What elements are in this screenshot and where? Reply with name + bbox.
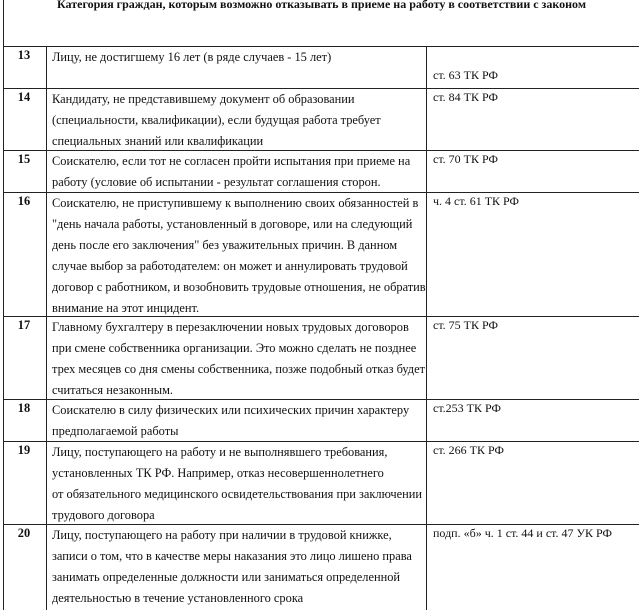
row-number: 13 bbox=[17, 48, 31, 62]
row-description-line: случае выбор за работодателем: он может и аннулировать трудовой bbox=[52, 259, 408, 273]
row-description-line: занимать определенные должности или заниматься определенной bbox=[52, 570, 401, 584]
row-description-line: Главному бухгалтеру в перезаключении новых трудовых договоров bbox=[52, 320, 409, 334]
table-header-title: Категория граждан, которым возможно отказывать в приеме на работу в соответствии с законом bbox=[57, 0, 586, 11]
row-description-line: Лицу, поступающего на работу и не выполнявшего требования, bbox=[52, 445, 388, 459]
row-law-reference: ст.253 ТК РФ bbox=[433, 401, 501, 415]
row-description-line: Лицу, не достигшему 16 лет (в ряде случаев - 15 лет) bbox=[52, 50, 332, 64]
row-description-line: Лицу, поступающего на работу при наличии в трудовой книжке, bbox=[52, 528, 392, 542]
row-number: 17 bbox=[17, 318, 31, 332]
row-description-line: записи о том, что в качестве меры наказания это лицо лишено права bbox=[52, 549, 412, 563]
row-law-reference: подп. «б» ч. 1 ст. 44 и ст. 47 УК РФ bbox=[433, 526, 612, 540]
row-description-line: внимание на этот инцидент. bbox=[52, 301, 200, 315]
row-description-line: установленных ТК РФ. Например, отказ несовершеннолетнего bbox=[52, 466, 384, 480]
row-description-line: Соискателю, не приступившему к выполнению своих обязанностей в bbox=[52, 196, 419, 210]
row-law-reference: ст. 266 ТК РФ bbox=[433, 443, 504, 457]
row-law-reference: ст. 84 ТК РФ bbox=[433, 90, 498, 104]
row-number: 15 bbox=[17, 152, 31, 166]
row-law-reference: ст. 63 ТК РФ bbox=[433, 68, 498, 82]
column-divider bbox=[46, 46, 47, 610]
row-description-line: от обязательного медицинского освидетельствования при заключении bbox=[52, 487, 423, 501]
row-number: 20 bbox=[17, 526, 31, 540]
row-description-line: считаться незаконным. bbox=[52, 383, 174, 397]
row-number: 18 bbox=[17, 401, 31, 415]
row-description-line: трудового договора bbox=[52, 508, 155, 522]
row-description-line: Соискателю, если тот не согласен пройти испытания при приеме на bbox=[52, 154, 411, 168]
row-number: 19 bbox=[17, 443, 31, 457]
row-number: 16 bbox=[17, 194, 31, 208]
row-description-line: "день начала работы, установленный в договоре, или на следующий bbox=[52, 217, 413, 231]
row-description-line: специальных знаний или квалификации bbox=[52, 134, 264, 148]
column-divider bbox=[426, 46, 427, 610]
row-description-line: при смене собственника организации. Это можно сделать не позднее bbox=[52, 341, 417, 355]
row-description-line: трех месяцев со дня смены собственника, позже подобный отказ будет bbox=[52, 362, 426, 376]
row-law-reference: ч. 4 ст. 61 ТК РФ bbox=[433, 194, 519, 208]
row-law-reference: ст. 70 ТК РФ bbox=[433, 152, 498, 166]
table-header bbox=[0, 0, 639, 46]
row-description-line: работу (условие об испытании - результат соглашения сторон. bbox=[52, 175, 381, 189]
row-description-line: Кандидату, не представившему документ об образовании bbox=[52, 92, 355, 106]
row-law-reference: ст. 75 ТК РФ bbox=[433, 318, 498, 332]
row-description-line: предполагаемой работы bbox=[52, 424, 179, 438]
row-description-line: деятельностью в течение установленного срока bbox=[52, 591, 304, 605]
row-description-line: Соискателю в силу физических или психических причин характеру bbox=[52, 403, 410, 417]
row-description-line: (специальности, квалификации), если будущая работа требует bbox=[52, 113, 381, 127]
row-description-line: день после его заключения" без уважительных причин. В данном bbox=[52, 238, 398, 252]
row-description-line: договор с работником, и возобновить трудовые отношения, не обратив bbox=[52, 280, 426, 294]
row-number: 14 bbox=[17, 90, 31, 104]
header-left-border bbox=[3, 0, 4, 46]
